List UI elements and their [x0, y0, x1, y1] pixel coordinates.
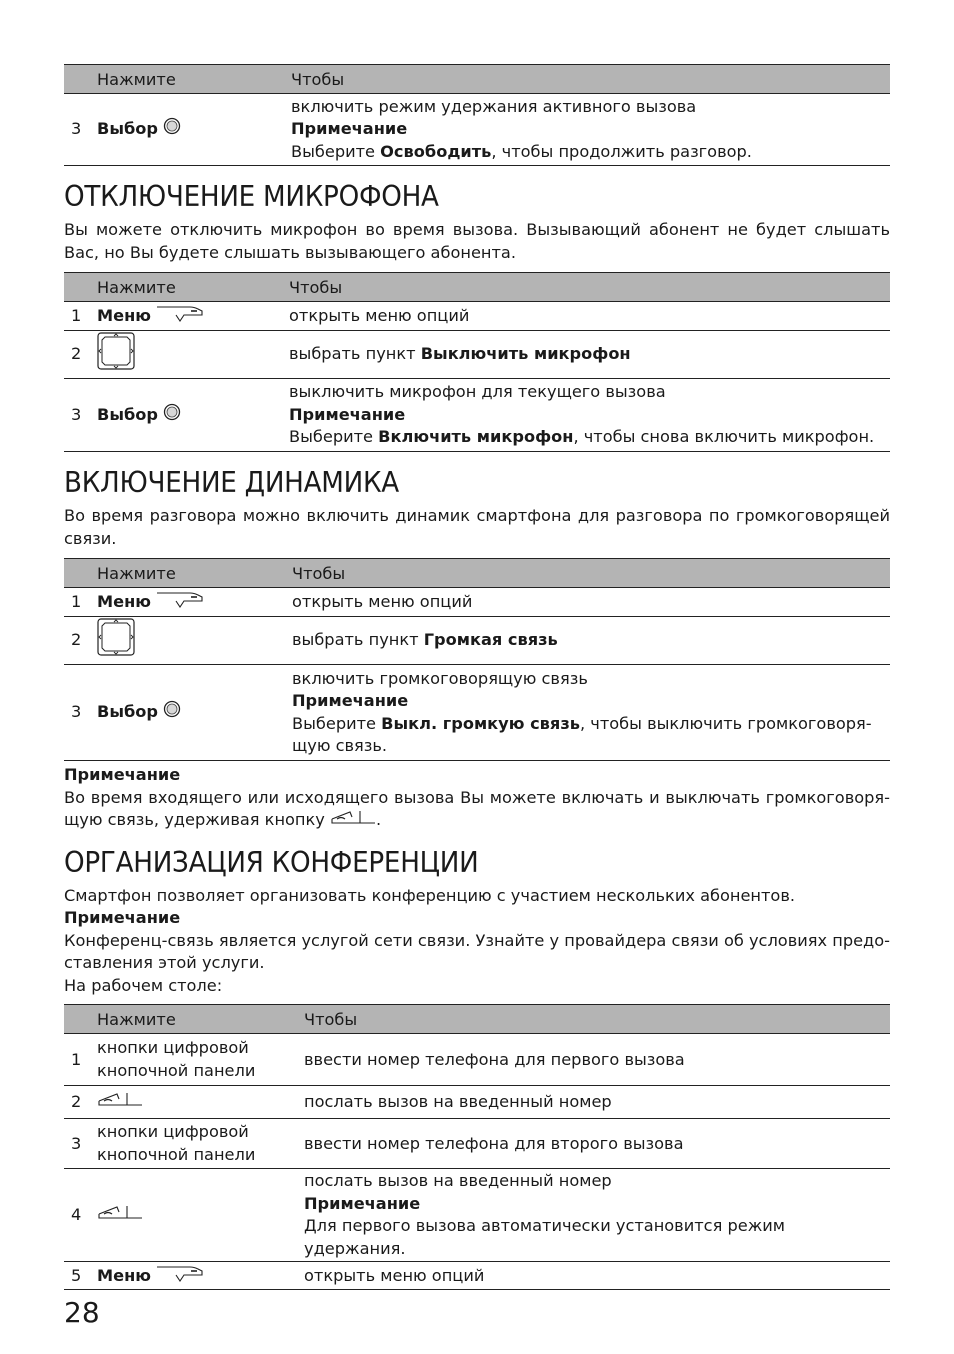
- action-cell: открыть меню опций: [304, 1262, 890, 1290]
- col-press: Нажмите: [97, 273, 289, 302]
- note-post: , чтобы продолжить разговор.: [491, 141, 752, 161]
- action-bold: Громкая связь: [423, 630, 558, 650]
- col-num: [64, 559, 97, 588]
- speaker-note-body: Во время входящего или исходящего вызова Вы можете включать и выключать громкоговоря-щую связь, удерживая кнопку: [64, 787, 890, 829]
- select-key-icon: [163, 700, 181, 725]
- table-row: [64, 1119, 890, 1169]
- mute-intro: Вы можете отключить микрофон во время вызова. Вызывающий абонент не будет слышать Вас, но Вы будете слышать вызывающего абонента.: [64, 220, 890, 262]
- action-pre: выбрать пункт: [292, 630, 424, 650]
- action-cell: [289, 379, 890, 452]
- table-row: [64, 1086, 890, 1119]
- note-text: [291, 141, 890, 164]
- col-action: Чтобы: [292, 559, 890, 588]
- action-line: выключить микрофон для текущего вызова: [289, 382, 666, 402]
- conference-note-label: Примечание: [64, 908, 181, 928]
- col-press: Нажмите: [97, 559, 292, 588]
- step-number: 3: [64, 665, 97, 761]
- col-action: Чтобы: [304, 1005, 890, 1034]
- table-row: [64, 379, 890, 452]
- col-press: Нажмите: [97, 65, 291, 94]
- section-title-speaker: ВКЛЮЧЕНИЕ ДИНАМИКА: [64, 466, 399, 499]
- press-cell: [97, 1262, 304, 1290]
- note-text: [292, 713, 872, 758]
- step-number: 3: [64, 94, 97, 166]
- step-number: 3: [64, 379, 97, 452]
- page-number: 28: [64, 1296, 100, 1329]
- step-number: 3: [64, 1119, 97, 1169]
- action-cell: [292, 617, 890, 665]
- note-label: Примечание: [304, 1193, 421, 1213]
- note-bold: Включить микрофон: [378, 427, 574, 447]
- press-cell: [97, 665, 292, 761]
- action-cell: ввести номер телефона для второго вызова: [304, 1119, 890, 1169]
- step-number: 4: [64, 1169, 97, 1262]
- note-pre: Выберите: [292, 713, 382, 733]
- table-row: [64, 1169, 890, 1262]
- action-cell: [291, 94, 890, 166]
- step-number: 1: [64, 588, 97, 617]
- action-cell: открыть меню опций: [292, 588, 890, 617]
- speaker-note-text: [64, 787, 890, 832]
- table-row: [64, 588, 890, 617]
- action-cell: [289, 331, 890, 379]
- action-bold: Выключить микрофон: [420, 344, 631, 364]
- note-post: , чтобы снова включить микрофон.: [573, 427, 875, 447]
- speaker-note-end: .: [376, 810, 382, 829]
- col-num: [64, 1005, 97, 1034]
- step-number: 5: [64, 1262, 97, 1290]
- col-press: Нажмите: [97, 1005, 304, 1034]
- speaker-table: [64, 558, 890, 761]
- step-number: 1: [64, 302, 97, 331]
- note-pre: Выберите: [289, 427, 379, 447]
- hold-table: [64, 64, 890, 166]
- col-action: Чтобы: [289, 273, 890, 302]
- table-row: [64, 94, 890, 166]
- note-bold: Освободить: [380, 141, 492, 161]
- note-text: Для первого вызова автоматически установится режим удержания.: [304, 1216, 786, 1258]
- col-action: Чтобы: [291, 65, 890, 94]
- action-line: послать вызов на введенный номер: [304, 1171, 612, 1191]
- action-cell: послать вызов на введенный номер: [304, 1086, 890, 1119]
- action-cell: [292, 665, 890, 761]
- col-num: [64, 273, 97, 302]
- speaker-note-label: Примечание: [64, 765, 181, 784]
- menu-key-label: Меню: [97, 305, 152, 325]
- select-key-icon: [163, 403, 181, 428]
- note-label: Примечание: [292, 691, 409, 710]
- col-num: [64, 65, 97, 94]
- speaker-intro: Во время разговора можно включить динамик смартфона для разговора по громкоговорящей связи.: [64, 506, 890, 548]
- conference-table: [64, 1004, 890, 1290]
- call-key-icon: [97, 1091, 143, 1114]
- table-row: [64, 1262, 890, 1290]
- note-label: Примечание: [291, 119, 408, 139]
- step-number: 2: [64, 1086, 97, 1119]
- note-pre: Выберите: [291, 141, 381, 161]
- menu-key-label: Меню: [97, 1265, 152, 1285]
- menu-softkey-icon: [156, 304, 204, 329]
- mute-table: [64, 272, 890, 452]
- note-text: [289, 426, 890, 449]
- action-cell: ввести номер телефона для первого вызова: [304, 1034, 890, 1086]
- section-title-mute: ОТКЛЮЧЕНИЕ МИКРОФОНА: [64, 180, 439, 213]
- call-key-icon: [330, 809, 376, 832]
- press-cell: кнопки цифровой кнопочной панели: [97, 1119, 304, 1169]
- call-key-icon: [97, 1204, 143, 1227]
- press-cell: [97, 588, 292, 617]
- press-cell: [97, 302, 289, 331]
- select-key-label: Выбор: [97, 119, 158, 138]
- conference-note-text: Конференц-связь является услугой сети связи. Узнайте у провайдера связи об условиях предо-ставления этой услуги.: [64, 930, 890, 973]
- manual-page: [64, 64, 890, 1290]
- table-row: [64, 1034, 890, 1086]
- press-cell: [97, 617, 292, 665]
- action-cell: [304, 1169, 890, 1262]
- conference-desk-label: На рабочем столе:: [64, 975, 223, 995]
- note-label: Примечание: [289, 404, 406, 424]
- navigation-pad-icon: [97, 332, 135, 377]
- press-cell: [97, 379, 289, 452]
- table-row: [64, 665, 890, 761]
- table-row: [64, 331, 890, 379]
- press-cell: кнопки цифровой кнопочной панели: [97, 1034, 304, 1086]
- press-cell: [97, 1086, 304, 1119]
- action-line: включить громкоговорящую связь: [292, 668, 588, 688]
- step-number: 2: [64, 331, 97, 379]
- navigation-pad-icon: [97, 618, 135, 663]
- action-line: включить режим удержания активного вызова: [291, 96, 697, 116]
- press-cell: [97, 1169, 304, 1262]
- press-cell: [97, 94, 291, 166]
- section-title-conference: ОРГАНИЗАЦИЯ КОНФЕРЕНЦИИ: [64, 845, 479, 879]
- menu-softkey-icon: [156, 1264, 204, 1289]
- menu-softkey-icon: [156, 590, 204, 615]
- note-post: , чтобы выключить громкоговоря-щую связь.: [292, 713, 872, 755]
- table-row: [64, 302, 890, 331]
- note-bold: Выкл. громкую связь: [381, 713, 580, 733]
- select-key-icon: [163, 117, 181, 142]
- press-cell: [97, 331, 289, 379]
- step-number: 2: [64, 617, 97, 665]
- action-cell: открыть меню опций: [289, 302, 890, 331]
- table-row: [64, 617, 890, 665]
- conference-intro: Смартфон позволяет организовать конференцию с участием нескольких абонентов.: [64, 885, 796, 905]
- select-key-label: Выбор: [97, 404, 158, 424]
- select-key-label: Выбор: [97, 702, 158, 721]
- menu-key-label: Меню: [97, 591, 152, 611]
- step-number: 1: [64, 1034, 97, 1086]
- action-pre: выбрать пункт: [289, 344, 421, 364]
